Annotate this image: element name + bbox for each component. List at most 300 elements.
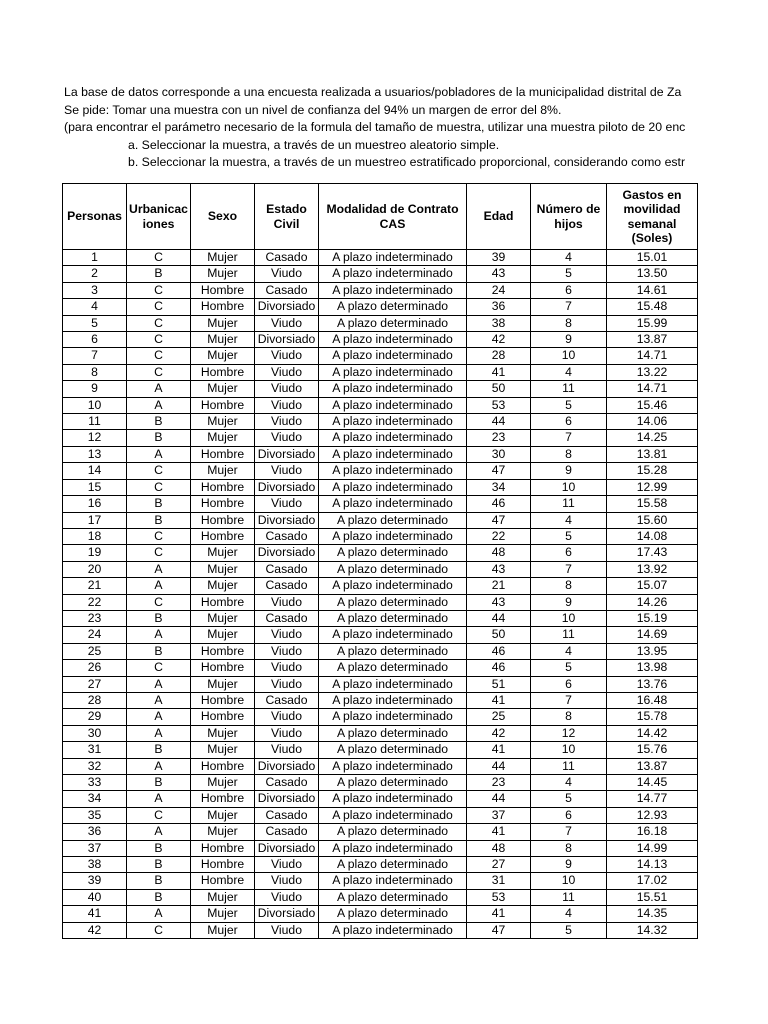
cell-persona: 13 [63,446,127,462]
cell-urbanizacion: A [127,791,191,807]
cell-hijos: 9 [531,463,607,479]
cell-urbanizacion: B [127,430,191,446]
table-row [63,479,698,495]
table-row [63,414,698,430]
cell-modalidad: A plazo indeterminado [319,282,467,298]
cell-edad: 46 [467,643,531,659]
cell-persona: 34 [63,791,127,807]
cell-gastos: 15.60 [607,512,698,528]
cell-persona: 33 [63,775,127,791]
cell-hijos: 5 [531,660,607,676]
cell-estado-civil: Viudo [255,627,319,643]
cell-edad: 41 [467,824,531,840]
cell-sexo: Mujer [191,889,255,905]
cell-modalidad: A plazo determinado [319,725,467,741]
cell-hijos: 4 [531,906,607,922]
cell-hijos: 11 [531,381,607,397]
cell-estado-civil: Viudo [255,857,319,873]
cell-edad: 41 [467,906,531,922]
table-row [63,299,698,315]
cell-gastos: 14.35 [607,906,698,922]
cell-hijos: 8 [531,315,607,331]
cell-urbanizacion: B [127,857,191,873]
table-row [63,824,698,840]
cell-estado-civil: Casado [255,692,319,708]
cell-sexo: Mujer [191,676,255,692]
cell-estado-civil: Divorsiado [255,299,319,315]
cell-sexo: Mujer [191,266,255,282]
cell-persona: 38 [63,857,127,873]
table-row [63,676,698,692]
cell-persona: 6 [63,332,127,348]
cell-edad: 42 [467,332,531,348]
cell-persona: 8 [63,364,127,380]
cell-edad: 31 [467,873,531,889]
cell-modalidad: A plazo indeterminado [319,791,467,807]
cell-edad: 41 [467,742,531,758]
cell-persona: 25 [63,643,127,659]
cell-persona: 26 [63,660,127,676]
cell-modalidad: A plazo indeterminado [319,922,467,938]
cell-persona: 12 [63,430,127,446]
cell-estado-civil: Viudo [255,463,319,479]
cell-modalidad: A plazo determinado [319,660,467,676]
cell-sexo: Hombre [191,709,255,725]
cell-urbanizacion: C [127,922,191,938]
table-row [63,906,698,922]
cell-gastos: 13.81 [607,446,698,462]
cell-persona: 15 [63,479,127,495]
cell-edad: 38 [467,315,531,331]
cell-urbanizacion: C [127,315,191,331]
cell-hijos: 7 [531,299,607,315]
cell-edad: 51 [467,676,531,692]
cell-gastos: 15.48 [607,299,698,315]
cell-urbanizacion: B [127,873,191,889]
cell-edad: 47 [467,512,531,528]
cell-gastos: 13.22 [607,364,698,380]
cell-hijos: 7 [531,561,607,577]
cell-urbanizacion: C [127,807,191,823]
table-row [63,250,698,266]
cell-hijos: 10 [531,610,607,626]
table-row [63,709,698,725]
cell-sexo: Mujer [191,922,255,938]
table-row [63,266,698,282]
cell-urbanizacion: C [127,299,191,315]
cell-sexo: Mujer [191,627,255,643]
cell-estado-civil: Viudo [255,397,319,413]
cell-urbanizacion: B [127,643,191,659]
cell-gastos: 14.61 [607,282,698,298]
cell-modalidad: A plazo indeterminado [319,627,467,643]
cell-modalidad: A plazo indeterminado [319,266,467,282]
cell-modalidad: A plazo indeterminado [319,446,467,462]
cell-gastos: 13.95 [607,643,698,659]
cell-modalidad: A plazo determinado [319,857,467,873]
cell-modalidad: A plazo determinado [319,594,467,610]
cell-urbanizacion: C [127,545,191,561]
cell-gastos: 14.99 [607,840,698,856]
cell-sexo: Hombre [191,594,255,610]
cell-hijos: 6 [531,545,607,561]
cell-modalidad: A plazo determinado [319,561,467,577]
cell-persona: 21 [63,578,127,594]
cell-edad: 34 [467,479,531,495]
header-personas: Personas [63,184,127,250]
cell-sexo: Hombre [191,496,255,512]
cell-gastos: 14.06 [607,414,698,430]
cell-modalidad: A plazo indeterminado [319,676,467,692]
cell-urbanizacion: C [127,660,191,676]
cell-gastos: 12.93 [607,807,698,823]
cell-sexo: Hombre [191,692,255,708]
cell-estado-civil: Casado [255,824,319,840]
cell-estado-civil: Divorsiado [255,479,319,495]
cell-urbanizacion: A [127,709,191,725]
cell-sexo: Mujer [191,463,255,479]
cell-urbanizacion: A [127,578,191,594]
cell-persona: 39 [63,873,127,889]
intro-line: (para encontrar el parámetro necesario de la formula del tamaño de muestra, utilizar una muestra piloto de 20 enc [64,120,686,134]
cell-sexo: Mujer [191,430,255,446]
cell-sexo: Hombre [191,528,255,544]
instructions-block [64,84,696,172]
cell-edad: 53 [467,397,531,413]
cell-sexo: Mujer [191,545,255,561]
cell-gastos: 14.26 [607,594,698,610]
cell-gastos: 13.87 [607,758,698,774]
cell-modalidad: A plazo indeterminado [319,692,467,708]
cell-hijos: 8 [531,840,607,856]
cell-urbanizacion: A [127,381,191,397]
table-row [63,643,698,659]
table-row [63,496,698,512]
header-urbanizaciones: Urbanicac iones [127,184,191,250]
cell-edad: 21 [467,578,531,594]
cell-edad: 28 [467,348,531,364]
cell-sexo: Hombre [191,857,255,873]
cell-estado-civil: Divorsiado [255,906,319,922]
table-row [63,758,698,774]
cell-sexo: Mujer [191,315,255,331]
intro-line: La base de datos corresponde a una encuesta realizada a usuarios/pobladores de la municipalidad distrital de Za [64,85,682,99]
cell-urbanizacion: A [127,446,191,462]
cell-hijos: 11 [531,627,607,643]
cell-modalidad: A plazo indeterminado [319,873,467,889]
cell-gastos: 14.25 [607,430,698,446]
cell-gastos: 15.07 [607,578,698,594]
cell-urbanizacion: A [127,676,191,692]
survey-data-table [62,183,698,939]
cell-hijos: 11 [531,758,607,774]
header-sexo: Sexo [191,184,255,250]
table-row [63,512,698,528]
cell-urbanizacion: C [127,479,191,495]
cell-gastos: 14.42 [607,725,698,741]
cell-edad: 36 [467,299,531,315]
cell-persona: 30 [63,725,127,741]
cell-estado-civil: Divorsiado [255,840,319,856]
cell-edad: 48 [467,840,531,856]
cell-urbanizacion: A [127,397,191,413]
intro-item-b: b. Seleccionar la muestra, a través de un muestreo estratificado proporcional, considerando como estr [128,155,686,169]
table-row [63,446,698,462]
cell-edad: 43 [467,266,531,282]
cell-hijos: 9 [531,332,607,348]
cell-gastos: 13.50 [607,266,698,282]
cell-hijos: 6 [531,414,607,430]
header-gastos-movilidad: Gastos en movilidad semanal (Soles) [607,184,698,250]
cell-sexo: Hombre [191,873,255,889]
cell-urbanizacion: B [127,840,191,856]
cell-estado-civil: Divorsiado [255,758,319,774]
header-modalidad-contrato: Modalidad de Contrato CAS [319,184,467,250]
cell-estado-civil: Viudo [255,709,319,725]
cell-gastos: 13.87 [607,332,698,348]
cell-hijos: 10 [531,742,607,758]
table-row [63,627,698,643]
cell-hijos: 8 [531,709,607,725]
cell-hijos: 11 [531,496,607,512]
cell-modalidad: A plazo determinado [319,643,467,659]
cell-urbanizacion: C [127,250,191,266]
cell-hijos: 7 [531,430,607,446]
cell-edad: 27 [467,857,531,873]
cell-estado-civil: Viudo [255,381,319,397]
cell-sexo: Hombre [191,791,255,807]
cell-modalidad: A plazo indeterminado [319,479,467,495]
cell-sexo: Mujer [191,725,255,741]
cell-gastos: 14.32 [607,922,698,938]
cell-hijos: 6 [531,282,607,298]
cell-modalidad: A plazo indeterminado [319,397,467,413]
cell-estado-civil: Viudo [255,594,319,610]
cell-estado-civil: Viudo [255,266,319,282]
cell-hijos: 4 [531,775,607,791]
cell-gastos: 15.01 [607,250,698,266]
cell-modalidad: A plazo determinado [319,512,467,528]
table-row [63,578,698,594]
table-row [63,430,698,446]
header-estado-civil: Estado Civil [255,184,319,250]
cell-persona: 2 [63,266,127,282]
cell-hijos: 11 [531,889,607,905]
cell-sexo: Hombre [191,660,255,676]
cell-estado-civil: Casado [255,807,319,823]
cell-gastos: 15.99 [607,315,698,331]
cell-estado-civil: Viudo [255,889,319,905]
table-row [63,692,698,708]
cell-gastos: 14.71 [607,348,698,364]
cell-urbanizacion: C [127,364,191,380]
cell-gastos: 14.71 [607,381,698,397]
cell-persona: 42 [63,922,127,938]
cell-modalidad: A plazo determinado [319,315,467,331]
cell-sexo: Mujer [191,414,255,430]
cell-sexo: Mujer [191,906,255,922]
cell-persona: 11 [63,414,127,430]
table-row [63,545,698,561]
cell-modalidad: A plazo indeterminado [319,332,467,348]
cell-modalidad: A plazo indeterminado [319,758,467,774]
cell-modalidad: A plazo indeterminado [319,348,467,364]
cell-hijos: 5 [531,922,607,938]
cell-persona: 19 [63,545,127,561]
cell-estado-civil: Casado [255,610,319,626]
cell-gastos: 15.19 [607,610,698,626]
cell-sexo: Hombre [191,364,255,380]
cell-edad: 44 [467,610,531,626]
cell-persona: 31 [63,742,127,758]
cell-sexo: Hombre [191,840,255,856]
cell-sexo: Hombre [191,512,255,528]
cell-persona: 4 [63,299,127,315]
cell-estado-civil: Viudo [255,414,319,430]
cell-urbanizacion: B [127,610,191,626]
cell-estado-civil: Divorsiado [255,332,319,348]
cell-edad: 50 [467,381,531,397]
cell-modalidad: A plazo indeterminado [319,414,467,430]
table-row [63,332,698,348]
cell-estado-civil: Divorsiado [255,545,319,561]
cell-urbanizacion: C [127,463,191,479]
cell-estado-civil: Viudo [255,315,319,331]
cell-persona: 36 [63,824,127,840]
cell-modalidad: A plazo indeterminado [319,807,467,823]
cell-modalidad: A plazo determinado [319,545,467,561]
cell-hijos: 4 [531,512,607,528]
cell-hijos: 9 [531,594,607,610]
cell-hijos: 4 [531,643,607,659]
cell-persona: 18 [63,528,127,544]
cell-estado-civil: Divorsiado [255,512,319,528]
table-row [63,725,698,741]
cell-modalidad: A plazo determinado [319,775,467,791]
table-row [63,775,698,791]
cell-sexo: Mujer [191,807,255,823]
cell-gastos: 16.18 [607,824,698,840]
table-row [63,463,698,479]
cell-edad: 37 [467,807,531,823]
cell-persona: 24 [63,627,127,643]
cell-edad: 41 [467,364,531,380]
cell-gastos: 14.13 [607,857,698,873]
cell-persona: 16 [63,496,127,512]
cell-sexo: Mujer [191,332,255,348]
cell-edad: 47 [467,463,531,479]
cell-persona: 28 [63,692,127,708]
table-row [63,348,698,364]
cell-modalidad: A plazo indeterminado [319,496,467,512]
cell-sexo: Mujer [191,561,255,577]
cell-urbanizacion: A [127,758,191,774]
cell-gastos: 14.77 [607,791,698,807]
cell-sexo: Hombre [191,397,255,413]
table-body [63,250,698,939]
cell-hijos: 5 [531,791,607,807]
cell-modalidad: A plazo determinado [319,906,467,922]
cell-hijos: 10 [531,479,607,495]
cell-persona: 41 [63,906,127,922]
cell-gastos: 13.98 [607,660,698,676]
cell-gastos: 14.08 [607,528,698,544]
intro-item-a: a. Seleccionar la muestra, a través de un muestreo aleatorio simple. [128,137,500,152]
cell-persona: 37 [63,840,127,856]
cell-estado-civil: Casado [255,250,319,266]
table-row [63,889,698,905]
cell-gastos: 13.92 [607,561,698,577]
cell-persona: 23 [63,610,127,626]
cell-modalidad: A plazo indeterminado [319,250,467,266]
cell-gastos: 15.58 [607,496,698,512]
table-row [63,873,698,889]
cell-edad: 22 [467,528,531,544]
cell-urbanizacion: A [127,906,191,922]
cell-persona: 29 [63,709,127,725]
cell-hijos: 6 [531,676,607,692]
cell-urbanizacion: C [127,348,191,364]
cell-gastos: 12.99 [607,479,698,495]
cell-persona: 17 [63,512,127,528]
table-row [63,660,698,676]
table-row [63,381,698,397]
cell-edad: 30 [467,446,531,462]
cell-hijos: 7 [531,824,607,840]
cell-persona: 27 [63,676,127,692]
cell-estado-civil: Viudo [255,922,319,938]
table-row [63,397,698,413]
cell-sexo: Mujer [191,610,255,626]
cell-modalidad: A plazo indeterminado [319,381,467,397]
cell-persona: 5 [63,315,127,331]
cell-gastos: 15.51 [607,889,698,905]
cell-edad: 46 [467,660,531,676]
cell-persona: 14 [63,463,127,479]
cell-urbanizacion: C [127,528,191,544]
cell-modalidad: A plazo indeterminado [319,528,467,544]
cell-modalidad: A plazo indeterminado [319,463,467,479]
cell-gastos: 13.76 [607,676,698,692]
table-row [63,857,698,873]
cell-edad: 48 [467,545,531,561]
cell-hijos: 4 [531,364,607,380]
cell-estado-civil: Casado [255,282,319,298]
cell-urbanizacion: B [127,775,191,791]
cell-sexo: Mujer [191,381,255,397]
cell-sexo: Hombre [191,282,255,298]
cell-hijos: 7 [531,692,607,708]
cell-estado-civil: Viudo [255,496,319,512]
cell-persona: 22 [63,594,127,610]
cell-urbanizacion: A [127,692,191,708]
cell-edad: 44 [467,758,531,774]
cell-estado-civil: Viudo [255,676,319,692]
cell-estado-civil: Viudo [255,660,319,676]
cell-modalidad: A plazo determinado [319,299,467,315]
cell-edad: 43 [467,561,531,577]
cell-hijos: 8 [531,446,607,462]
cell-estado-civil: Divorsiado [255,791,319,807]
cell-edad: 44 [467,791,531,807]
cell-edad: 53 [467,889,531,905]
header-edad: Edad [467,184,531,250]
cell-sexo: Hombre [191,643,255,659]
cell-hijos: 9 [531,857,607,873]
table-row [63,315,698,331]
cell-urbanizacion: A [127,824,191,840]
cell-gastos: 16.48 [607,692,698,708]
